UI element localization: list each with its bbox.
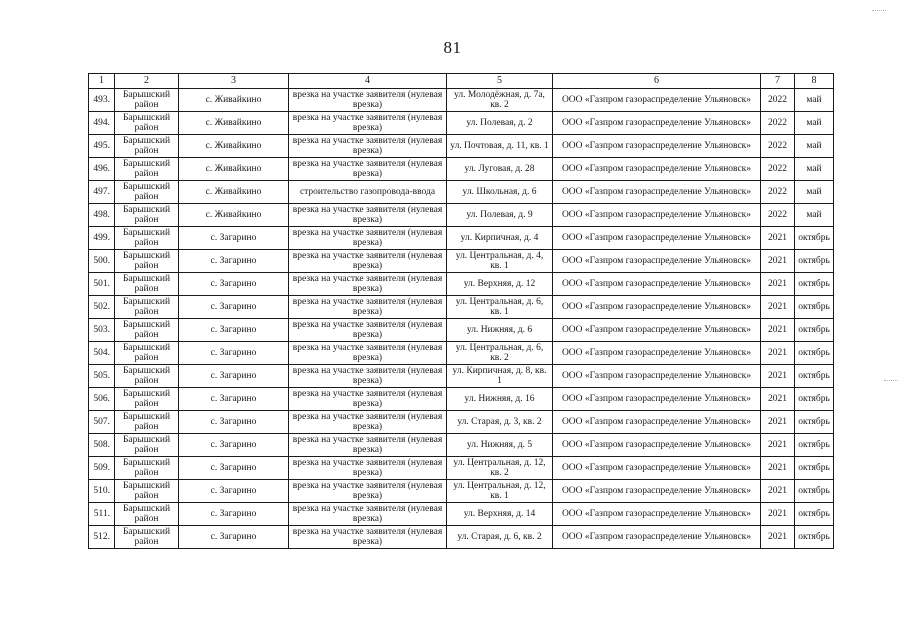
work-type-cell: врезка на участке заявителя (нулевая врезка) <box>289 319 447 342</box>
address-cell: ул. Верхняя, д. 12 <box>447 273 553 296</box>
work-type-cell: врезка на участке заявителя (нулевая врезка) <box>289 89 447 112</box>
table-row <box>89 388 834 411</box>
settlement-cell: с. Живайкино <box>179 204 289 227</box>
work-type-cell: врезка на участке заявителя (нулевая врезка) <box>289 365 447 388</box>
table-row <box>89 411 834 434</box>
organization-cell: ООО «Газпром газораспределение Ульяновск» <box>553 411 761 434</box>
page-number: 81 <box>443 38 462 57</box>
work-type-cell: врезка на участке заявителя (нулевая врезка) <box>289 434 447 457</box>
table-row <box>89 526 834 549</box>
row-number: 510. <box>89 480 115 503</box>
table-row <box>89 250 834 273</box>
organization-cell: ООО «Газпром газораспределение Ульяновск» <box>553 181 761 204</box>
work-type-cell: врезка на участке заявителя (нулевая врезка) <box>289 250 447 273</box>
address-cell: ул. Нижняя, д. 16 <box>447 388 553 411</box>
table-row <box>89 112 834 135</box>
work-type-cell: врезка на участке заявителя (нулевая врезка) <box>289 526 447 549</box>
month-cell: октябрь <box>795 342 834 365</box>
table-row <box>89 158 834 181</box>
district-cell: Барышский район <box>115 503 179 526</box>
settlement-cell: с. Живайкино <box>179 112 289 135</box>
district-cell: Барышский район <box>115 411 179 434</box>
district-cell: Барышский район <box>115 273 179 296</box>
organization-cell: ООО «Газпром газораспределение Ульяновск» <box>553 227 761 250</box>
work-type-cell: врезка на участке заявителя (нулевая врезка) <box>289 457 447 480</box>
organization-cell: ООО «Газпром газораспределение Ульяновск» <box>553 365 761 388</box>
table-row <box>89 434 834 457</box>
settlement-cell: с. Загарино <box>179 250 289 273</box>
organization-cell: ООО «Газпром газораспределение Ульяновск» <box>553 388 761 411</box>
address-cell: ул. Почтовая, д. 11, кв. 1 <box>447 135 553 158</box>
settlement-cell: с. Загарино <box>179 480 289 503</box>
district-cell: Барышский район <box>115 89 179 112</box>
month-cell: май <box>795 181 834 204</box>
district-cell: Барышский район <box>115 112 179 135</box>
year-cell: 2021 <box>761 503 795 526</box>
header-cell: 7 <box>761 74 795 89</box>
district-cell: Барышский район <box>115 457 179 480</box>
address-cell: ул. Нижняя, д. 6 <box>447 319 553 342</box>
month-cell: май <box>795 204 834 227</box>
month-cell: май <box>795 135 834 158</box>
year-cell: 2022 <box>761 204 795 227</box>
district-cell: Барышский район <box>115 296 179 319</box>
row-number: 508. <box>89 434 115 457</box>
table-row <box>89 319 834 342</box>
header-cell: 1 <box>89 74 115 89</box>
organization-cell: ООО «Газпром газораспределение Ульяновск» <box>553 457 761 480</box>
address-cell: ул. Центральная, д. 6, кв. 2 <box>447 342 553 365</box>
work-type-cell: врезка на участке заявителя (нулевая врезка) <box>289 503 447 526</box>
row-number: 501. <box>89 273 115 296</box>
settlement-cell: с. Живайкино <box>179 89 289 112</box>
year-cell: 2021 <box>761 434 795 457</box>
district-cell: Барышский район <box>115 319 179 342</box>
month-cell: октябрь <box>795 296 834 319</box>
header-cell: 8 <box>795 74 834 89</box>
settlement-cell: с. Загарино <box>179 503 289 526</box>
header-cell: 4 <box>289 74 447 89</box>
year-cell: 2022 <box>761 112 795 135</box>
settlement-cell: с. Живайкино <box>179 158 289 181</box>
row-number: 495. <box>89 135 115 158</box>
row-number: 496. <box>89 158 115 181</box>
month-cell: октябрь <box>795 411 834 434</box>
row-number: 512. <box>89 526 115 549</box>
address-cell: ул. Центральная, д. 12, кв. 1 <box>447 480 553 503</box>
table-row <box>89 480 834 503</box>
table-row <box>89 89 834 112</box>
settlement-cell: с. Загарино <box>179 365 289 388</box>
row-number: 500. <box>89 250 115 273</box>
year-cell: 2021 <box>761 342 795 365</box>
row-number: 511. <box>89 503 115 526</box>
work-type-cell: врезка на участке заявителя (нулевая врезка) <box>289 112 447 135</box>
table-row <box>89 503 834 526</box>
scan-mark <box>872 10 886 11</box>
organization-cell: ООО «Газпром газораспределение Ульяновск» <box>553 526 761 549</box>
settlement-cell: с. Загарино <box>179 457 289 480</box>
settlement-cell: с. Загарино <box>179 388 289 411</box>
work-type-cell: врезка на участке заявителя (нулевая врезка) <box>289 388 447 411</box>
work-type-cell: врезка на участке заявителя (нулевая врезка) <box>289 227 447 250</box>
work-type-cell: врезка на участке заявителя (нулевая врезка) <box>289 158 447 181</box>
row-number: 504. <box>89 342 115 365</box>
row-number: 498. <box>89 204 115 227</box>
settlement-cell: с. Живайкино <box>179 181 289 204</box>
row-number: 505. <box>89 365 115 388</box>
work-type-cell: врезка на участке заявителя (нулевая врезка) <box>289 342 447 365</box>
row-number: 503. <box>89 319 115 342</box>
organization-cell: ООО «Газпром газораспределение Ульяновск» <box>553 204 761 227</box>
district-cell: Барышский район <box>115 250 179 273</box>
table-row <box>89 365 834 388</box>
header-row <box>89 74 834 89</box>
month-cell: октябрь <box>795 227 834 250</box>
organization-cell: ООО «Газпром газораспределение Ульяновск» <box>553 480 761 503</box>
district-cell: Барышский район <box>115 135 179 158</box>
table-row <box>89 227 834 250</box>
work-type-cell: врезка на участке заявителя (нулевая врезка) <box>289 296 447 319</box>
table-body <box>89 89 834 549</box>
address-cell: ул. Кирпичная, д. 4 <box>447 227 553 250</box>
month-cell: октябрь <box>795 526 834 549</box>
organization-cell: ООО «Газпром газораспределение Ульяновск» <box>553 89 761 112</box>
address-cell: ул. Кирпичная, д. 8, кв. 1 <box>447 365 553 388</box>
work-type-cell: врезка на участке заявителя (нулевая врезка) <box>289 480 447 503</box>
address-cell: ул. Луговая, д. 28 <box>447 158 553 181</box>
year-cell: 2022 <box>761 181 795 204</box>
row-number: 509. <box>89 457 115 480</box>
header-cell: 5 <box>447 74 553 89</box>
district-cell: Барышский район <box>115 434 179 457</box>
year-cell: 2021 <box>761 227 795 250</box>
address-cell: ул. Школьная, д. 6 <box>447 181 553 204</box>
district-cell: Барышский район <box>115 158 179 181</box>
year-cell: 2022 <box>761 158 795 181</box>
table-row <box>89 342 834 365</box>
month-cell: октябрь <box>795 250 834 273</box>
district-cell: Барышский район <box>115 227 179 250</box>
settlement-cell: с. Загарино <box>179 296 289 319</box>
table-row <box>89 296 834 319</box>
year-cell: 2021 <box>761 480 795 503</box>
district-cell: Барышский район <box>115 480 179 503</box>
year-cell: 2021 <box>761 319 795 342</box>
scan-mark <box>884 380 898 381</box>
address-cell: ул. Центральная, д. 4, кв. 1 <box>447 250 553 273</box>
row-number: 506. <box>89 388 115 411</box>
organization-cell: ООО «Газпром газораспределение Ульяновск» <box>553 273 761 296</box>
settlement-cell: с. Живайкино <box>179 135 289 158</box>
table-row <box>89 135 834 158</box>
work-type-cell: врезка на участке заявителя (нулевая врезка) <box>289 273 447 296</box>
organization-cell: ООО «Газпром газораспределение Ульяновск» <box>553 342 761 365</box>
work-type-cell: врезка на участке заявителя (нулевая врезка) <box>289 135 447 158</box>
organization-cell: ООО «Газпром газораспределение Ульяновск» <box>553 250 761 273</box>
table-row <box>89 273 834 296</box>
month-cell: май <box>795 89 834 112</box>
year-cell: 2021 <box>761 296 795 319</box>
header-cell: 6 <box>553 74 761 89</box>
month-cell: октябрь <box>795 480 834 503</box>
organization-cell: ООО «Газпром газораспределение Ульяновск» <box>553 112 761 135</box>
settlement-cell: с. Загарино <box>179 319 289 342</box>
work-type-cell: врезка на участке заявителя (нулевая врезка) <box>289 204 447 227</box>
row-number: 499. <box>89 227 115 250</box>
address-cell: ул. Нижняя, д. 5 <box>447 434 553 457</box>
year-cell: 2021 <box>761 250 795 273</box>
district-cell: Барышский район <box>115 342 179 365</box>
settlement-cell: с. Загарино <box>179 273 289 296</box>
row-number: 493. <box>89 89 115 112</box>
district-cell: Барышский район <box>115 204 179 227</box>
month-cell: май <box>795 112 834 135</box>
year-cell: 2021 <box>761 273 795 296</box>
row-number: 507. <box>89 411 115 434</box>
year-cell: 2022 <box>761 135 795 158</box>
settlement-cell: с. Загарино <box>179 342 289 365</box>
row-number: 497. <box>89 181 115 204</box>
work-type-cell: врезка на участке заявителя (нулевая врезка) <box>289 411 447 434</box>
year-cell: 2022 <box>761 89 795 112</box>
header-cell: 3 <box>179 74 289 89</box>
work-type-cell: строительство газопровода-ввода <box>289 181 447 204</box>
district-cell: Барышский район <box>115 181 179 204</box>
settlement-cell: с. Загарино <box>179 411 289 434</box>
organization-cell: ООО «Газпром газораспределение Ульяновск» <box>553 158 761 181</box>
year-cell: 2021 <box>761 526 795 549</box>
organization-cell: ООО «Газпром газораспределение Ульяновск» <box>553 503 761 526</box>
month-cell: октябрь <box>795 457 834 480</box>
address-cell: ул. Старая, д. 3, кв. 2 <box>447 411 553 434</box>
settlement-cell: с. Загарино <box>179 434 289 457</box>
year-cell: 2021 <box>761 388 795 411</box>
district-cell: Барышский район <box>115 388 179 411</box>
address-cell: ул. Молодёжная, д. 7а, кв. 2 <box>447 89 553 112</box>
row-number: 502. <box>89 296 115 319</box>
year-cell: 2021 <box>761 411 795 434</box>
district-cell: Барышский район <box>115 526 179 549</box>
organization-cell: ООО «Газпром газораспределение Ульяновск» <box>553 135 761 158</box>
row-number: 494. <box>89 112 115 135</box>
month-cell: май <box>795 158 834 181</box>
table-row <box>89 181 834 204</box>
organization-cell: ООО «Газпром газораспределение Ульяновск» <box>553 434 761 457</box>
organization-cell: ООО «Газпром газораспределение Ульяновск» <box>553 296 761 319</box>
year-cell: 2021 <box>761 365 795 388</box>
month-cell: октябрь <box>795 273 834 296</box>
gasification-schedule-table <box>88 73 834 549</box>
month-cell: октябрь <box>795 365 834 388</box>
month-cell: октябрь <box>795 434 834 457</box>
settlement-cell: с. Загарино <box>179 227 289 250</box>
address-cell: ул. Центральная, д. 6, кв. 1 <box>447 296 553 319</box>
month-cell: октябрь <box>795 503 834 526</box>
organization-cell: ООО «Газпром газораспределение Ульяновск» <box>553 319 761 342</box>
table-row <box>89 204 834 227</box>
month-cell: октябрь <box>795 388 834 411</box>
address-cell: ул. Полевая, д. 9 <box>447 204 553 227</box>
address-cell: ул. Полевая, д. 2 <box>447 112 553 135</box>
settlement-cell: с. Загарино <box>179 526 289 549</box>
district-cell: Барышский район <box>115 365 179 388</box>
address-cell: ул. Верхняя, д. 14 <box>447 503 553 526</box>
address-cell: ул. Старая, д. 6, кв. 2 <box>447 526 553 549</box>
table-row <box>89 457 834 480</box>
header-cell: 2 <box>115 74 179 89</box>
address-cell: ул. Центральная, д. 12, кв. 2 <box>447 457 553 480</box>
year-cell: 2021 <box>761 457 795 480</box>
month-cell: октябрь <box>795 319 834 342</box>
